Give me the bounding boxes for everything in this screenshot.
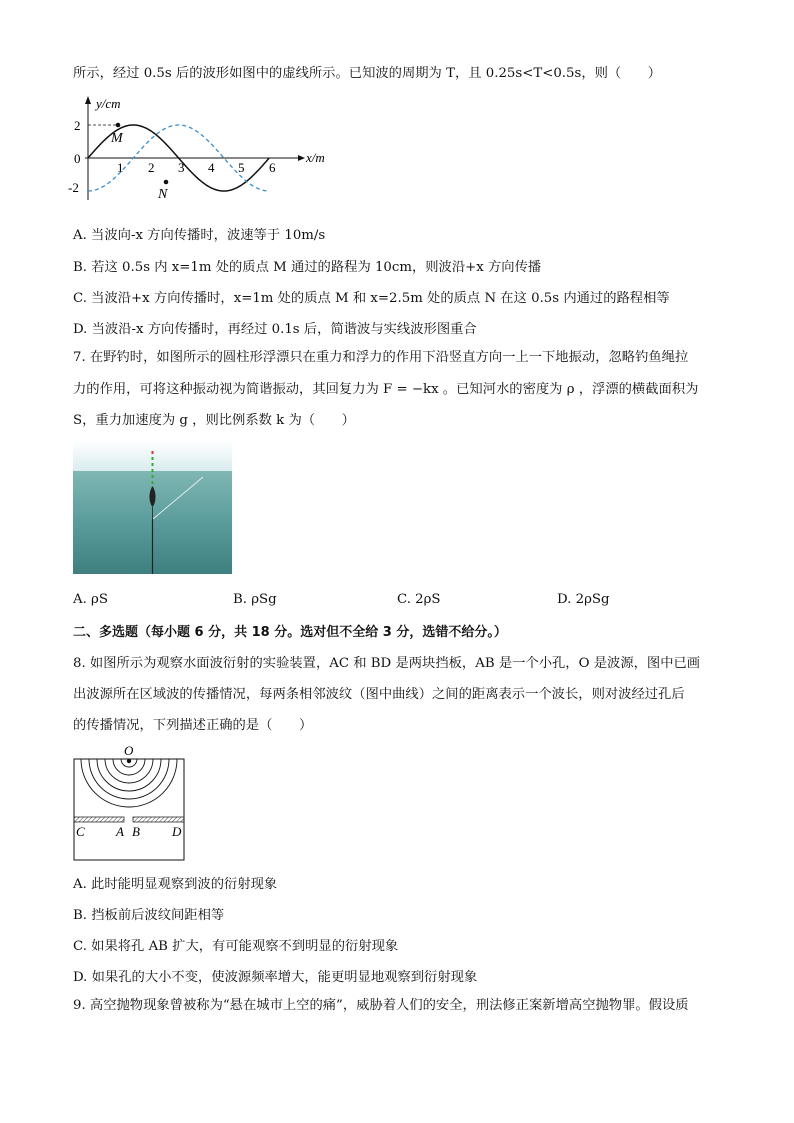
q7-option-a[interactable]: A. ρS <box>73 592 108 607</box>
x-tick-1: 1 <box>117 160 124 175</box>
q7-stem-line-1: 7. 在野钓时，如图所示的圆柱形浮漂只在重力和浮力的作用下沿竖直方向一上一下地振动，忽略钓鱼绳拉 <box>73 350 689 365</box>
sky <box>73 441 232 471</box>
y-tick-0: 0 <box>74 151 81 166</box>
section-2-heading: 二、多选题（每小题 6 分，共 18 分。选对但不全给 3 分，选错不给分。） <box>73 625 507 640</box>
x-tick-4: 4 <box>208 160 215 175</box>
y-tick-neg2: -2 <box>68 180 79 195</box>
barrier-bd <box>133 817 184 822</box>
q8-option-d[interactable]: D. 如果孔的大小不变，使波源频率增大，能更明显地观察到衍射现象 <box>73 970 478 985</box>
x-tick-3: 3 <box>178 160 185 175</box>
q7-float-figure <box>73 441 232 574</box>
q8-option-a[interactable]: A. 此时能明显观察到波的衍射现象 <box>73 877 278 892</box>
q7-option-c[interactable]: C. 2ρS <box>397 592 441 607</box>
q6-stem: 所示，经过 0.5s 后的波形如图中的虚线所示。已知波的周期为 T，且 0.25s<T<0.5s，则（ ） <box>73 66 662 81</box>
y-axis-arrow <box>85 96 91 104</box>
point-n <box>164 180 169 185</box>
wave-fronts <box>81 759 177 807</box>
tank-border <box>74 759 184 860</box>
q7-option-d[interactable]: D. 2ρSg <box>557 592 610 607</box>
label-c: C <box>76 824 85 839</box>
label-o: O <box>124 743 134 758</box>
y-tick-2: 2 <box>74 118 81 133</box>
q7-stem-line-2: 力的作用，可将这种振动视为简谐振动，其回复力为 F = −kx 。已知河水的密度为 ρ ，浮漂的横截面积为 <box>73 382 699 397</box>
point-n-label: N <box>158 187 168 202</box>
barrier-ac <box>74 817 124 822</box>
q6-wave-graph <box>60 92 335 204</box>
q6-option-b[interactable]: B. 若这 0.5s 内 x=1m 处的质点 M 通过的路程为 10cm，则波沿+x 方向传播 <box>73 260 542 275</box>
x-axis-label: x/m <box>306 150 325 165</box>
q8-option-b[interactable]: B. 挡板前后波纹间距相等 <box>73 908 225 923</box>
q6-option-c[interactable]: C. 当波沿+x 方向传播时，x=1m 处的质点 M 和 x=2.5m 处的质点 N 在这 0.5s 内通过的路程相等 <box>73 291 670 306</box>
point-m <box>116 123 121 128</box>
q8-stem-line-1: 8. 如图所示为观察水面波衍射的实验装置，AC 和 BD 是两块挡板，AB 是一个小孔，O 是波源，图中已画 <box>73 656 701 671</box>
x-tick-6: 6 <box>269 160 276 175</box>
label-a: A <box>116 824 124 839</box>
q7-stem-line-3: S，重力加速度为 g ，则比例系数 k 为（ ） <box>73 413 355 428</box>
q8-diffraction-figure <box>66 741 190 863</box>
q7-option-b[interactable]: B. ρSg <box>233 592 277 607</box>
q8-option-c[interactable]: C. 如果将孔 AB 扩大，有可能观察不到明显的衍射现象 <box>73 939 399 954</box>
x-tick-5: 5 <box>238 160 245 175</box>
x-tick-2: 2 <box>148 160 155 175</box>
wave-source-o <box>127 759 131 763</box>
x-axis-arrow <box>298 155 305 161</box>
q8-stem-line-3: 的传播情况，下列描述正确的是（ ） <box>73 718 313 733</box>
q6-option-d[interactable]: D. 当波沿-x 方向传播时，再经过 0.1s 后，简谐波与实线波形图重合 <box>73 322 477 337</box>
q8-stem-line-2: 出波源所在区域波的传播情况，每两条相邻波纹（图中曲线）之间的距离表示一个波长，则对波经过孔后 <box>73 687 685 702</box>
label-b: B <box>132 824 140 839</box>
y-axis-label: y/cm <box>96 96 121 111</box>
q9-stem: 9. 高空抛物现象曾被称为“悬在城市上空的痛”，威胁着人们的安全，刑法修正案新增高空抛物罪。假设质 <box>73 998 689 1013</box>
q6-option-a[interactable]: A. 当波向-x 方向传播时，波速等于 10m/s <box>73 228 326 243</box>
point-m-label: M <box>111 131 123 146</box>
label-d: D <box>172 824 182 839</box>
